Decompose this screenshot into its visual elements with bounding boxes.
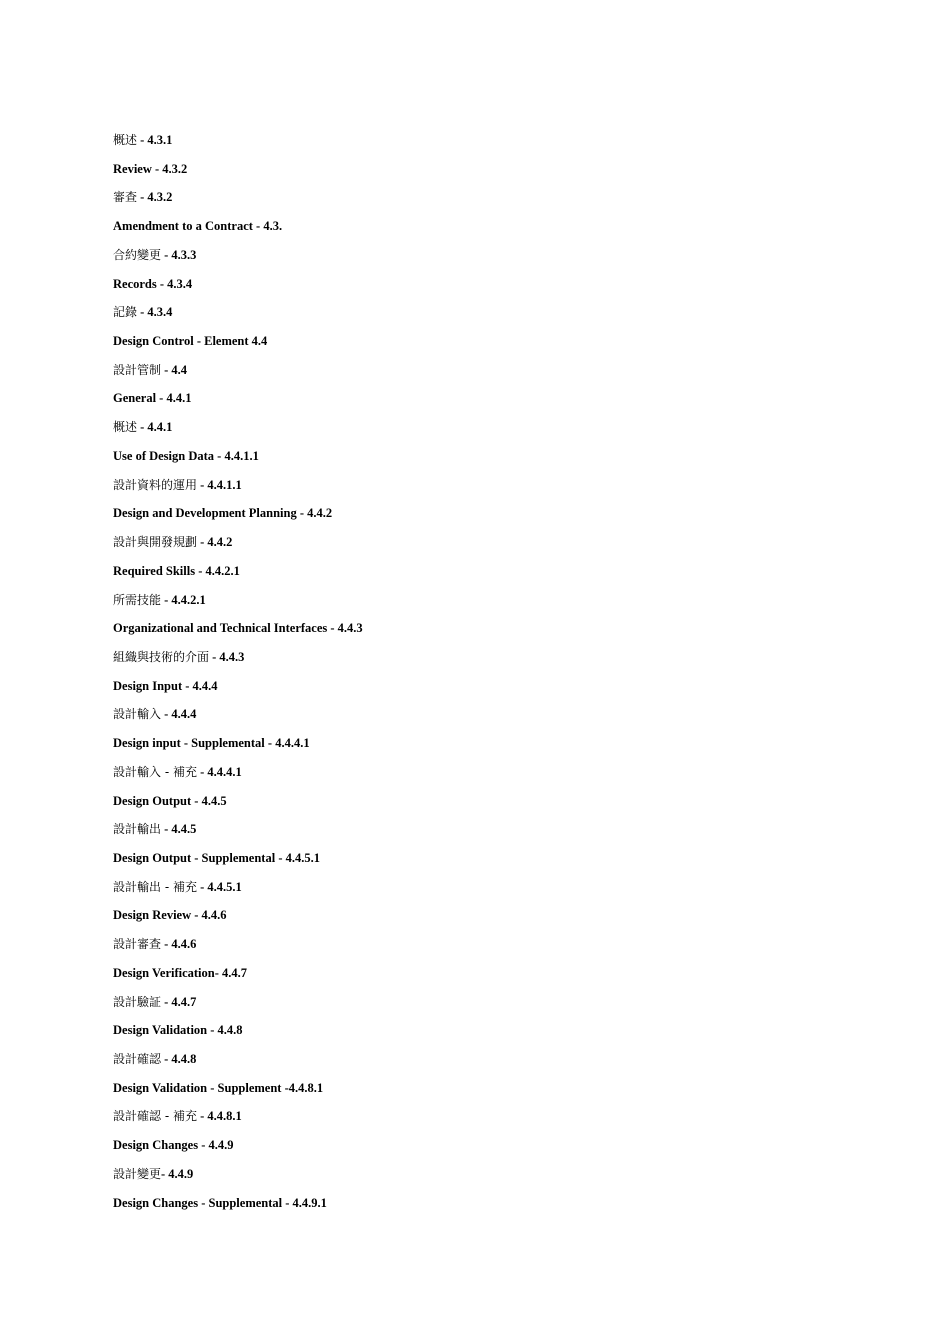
toc-entry-title: Design input - Supplemental [113, 736, 265, 751]
toc-entry-section-ref: - 4.4.1 [156, 391, 192, 406]
toc-entry [113, 131, 363, 160]
toc-entry-section-ref: - 4.4.9 [198, 1138, 234, 1153]
toc-entry-title: Use of Design Data [113, 448, 215, 463]
toc-entry-title: Design Validation - Supplement [113, 1080, 282, 1095]
toc-entry [113, 303, 363, 332]
toc-entry-title: 設計輸入 - 補充 [113, 764, 197, 779]
toc-entry-title: 設計審查 [113, 937, 162, 952]
toc-entry-title: Amendment to a Contract [113, 219, 253, 234]
toc-entry-title: 記錄 [113, 305, 138, 320]
toc-entry-title: 設計驗証 [113, 994, 162, 1009]
toc-entry-title: 概述 [113, 133, 138, 147]
toc-entry-section-ref: - 4.4.4 [161, 707, 197, 722]
toc-entry-title: Organizational and Technical Interfaces [113, 621, 328, 636]
toc-entry [113, 1165, 363, 1194]
toc-entry-section-ref: - 4.4.1 [137, 420, 173, 435]
toc-entry [113, 705, 363, 734]
toc-entry-title: 審查 [113, 190, 138, 205]
toc-entry [113, 878, 363, 907]
toc-entry-section-ref: - 4.4 [161, 362, 188, 377]
toc-entry-title: 設計輸出 [113, 822, 162, 837]
toc-entry-section-ref: - 4.3.1 [137, 133, 173, 147]
toc-entry-section-ref: - 4.4.5 [191, 793, 227, 808]
toc-entry [113, 533, 363, 562]
toc-entry [113, 1107, 363, 1136]
toc-entry-section-ref: - Element 4.4 [193, 334, 268, 349]
table-of-contents [113, 131, 363, 1222]
toc-entry [113, 935, 363, 964]
toc-entry [113, 389, 363, 418]
toc-entry-section-ref: - 4.4.3 [327, 621, 363, 636]
toc-entry-section-ref: - 4.4.9.1 [282, 1195, 327, 1210]
toc-entry-section-ref: - 4.4.4.1 [264, 736, 310, 751]
toc-entry [113, 619, 363, 648]
toc-entry-section-ref: - 4.3.3 [161, 247, 197, 262]
toc-entry [113, 275, 363, 304]
toc-entry [113, 734, 363, 763]
toc-entry [113, 792, 363, 821]
toc-entry [113, 332, 363, 361]
toc-entry-section-ref: - 4.3.4 [156, 276, 193, 291]
toc-entry-title: 合約變更 [113, 247, 162, 262]
toc-entry-section-ref: - 4.4.2 [296, 506, 333, 521]
toc-entry-title: 所需技能 [113, 592, 162, 607]
toc-entry [113, 447, 363, 476]
toc-entry [113, 648, 363, 677]
toc-entry [113, 246, 363, 275]
toc-entry-title: Records [113, 276, 157, 291]
toc-entry-section-ref: - 4.4.1.1 [197, 477, 242, 492]
toc-entry [113, 1079, 363, 1108]
toc-entry-title: 組織與技術的介面 [113, 649, 210, 664]
toc-entry-section-ref: - 4.4.9 [161, 1166, 194, 1181]
toc-entry [113, 1050, 363, 1079]
toc-entry-title: Design Output - Supplemental [113, 850, 276, 865]
toc-entry [113, 562, 363, 591]
toc-entry [113, 1021, 363, 1050]
toc-entry-section-ref: - 4.4.5.1 [275, 850, 320, 865]
toc-entry [113, 677, 363, 706]
toc-entry [113, 906, 363, 935]
toc-entry-title: 概述 [113, 420, 138, 435]
toc-entry-section-ref: - 4.4.2 [197, 535, 233, 550]
toc-entry-title: Design Output [113, 793, 192, 808]
toc-entry [113, 217, 363, 246]
toc-entry [113, 160, 363, 189]
toc-entry-title: Review [113, 161, 152, 176]
toc-entry [113, 361, 363, 390]
toc-entry-title: General [113, 391, 157, 406]
toc-entry-section-ref: - 4.4.5 [161, 822, 197, 837]
toc-entry-section-ref: - 4.3.2 [151, 161, 188, 176]
toc-entry [113, 504, 363, 533]
toc-entry-title: Design Changes [113, 1138, 199, 1153]
toc-entry-title: 設計確認 [113, 1052, 162, 1066]
toc-entry [113, 1136, 363, 1165]
toc-entry-section-ref: - 4.4.8 [207, 1023, 243, 1038]
toc-entry [113, 763, 363, 792]
toc-entry-title: Design Changes - Supplemental [113, 1195, 283, 1210]
toc-entry-title: Design Verification [113, 965, 215, 980]
toc-entry [113, 476, 363, 505]
toc-entry-section-ref: - 4.4.2.1 [161, 592, 206, 607]
toc-entry-section-ref: - 4.4.7 [214, 965, 248, 980]
toc-entry [113, 188, 363, 217]
toc-entry-section-ref: - 4.3.4 [137, 305, 173, 320]
toc-entry-title: Design Input [113, 678, 183, 693]
toc-entry-title: 設計確認 - 補充 [113, 1109, 197, 1124]
toc-entry-section-ref: -4.4.8.1 [281, 1080, 324, 1095]
toc-entry-section-ref: - 4.4.2.1 [195, 563, 240, 578]
toc-entry-title: 設計輸出 - 補充 [113, 879, 197, 894]
toc-entry [113, 849, 363, 878]
toc-entry-section-ref: - 4.4.8.1 [196, 1109, 242, 1124]
toc-entry-section-ref: - 4.4.6 [161, 937, 197, 952]
toc-entry [113, 591, 363, 620]
toc-entry-section-ref: - 4.4.7 [161, 994, 197, 1009]
toc-entry-section-ref: - 4.4.4 [182, 678, 218, 693]
toc-entry-title: Design Control [113, 334, 194, 349]
toc-entry-title: 設計管制 [113, 362, 162, 377]
toc-entry-section-ref: - 4.4.5.1 [196, 879, 242, 894]
toc-entry-section-ref: - 4.3. [252, 219, 283, 234]
toc-entry-section-ref: - 4.4.8 [161, 1052, 197, 1066]
toc-entry [113, 1194, 363, 1223]
toc-entry-section-ref: - 4.4.3 [209, 649, 245, 664]
toc-entry-section-ref: - 4.3.2 [137, 190, 173, 205]
toc-entry [113, 993, 363, 1022]
toc-entry-title: Required Skills [113, 563, 196, 578]
toc-entry-title: 設計與開發規劃 [113, 535, 198, 550]
toc-entry-title: Design Validation [113, 1023, 208, 1038]
toc-entry [113, 418, 363, 447]
toc-entry [113, 820, 363, 849]
toc-entry-section-ref: - 4.4.6 [191, 908, 227, 923]
toc-entry-title: 設計變更 [113, 1166, 162, 1181]
toc-entry-title: 設計資料的運用 [113, 477, 198, 492]
toc-entry-section-ref: - 4.4.4.1 [196, 764, 242, 779]
toc-entry-title: Design and Development Planning [113, 506, 297, 521]
toc-entry-section-ref: - 4.4.1.1 [214, 448, 259, 463]
toc-entry-title: 設計輸入 [113, 707, 162, 722]
toc-entry-title: Design Review [113, 908, 192, 923]
toc-entry [113, 964, 363, 993]
